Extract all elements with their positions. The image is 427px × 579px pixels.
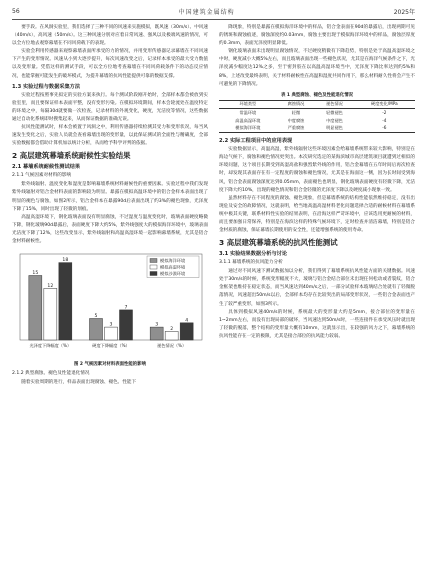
- figure-caption: 图 2 气候因素对材料表面性能的影响: [74, 362, 146, 368]
- table-cell: 常温环境: [239, 109, 257, 115]
- paragraph: 实验过程按照事先拟定的实验方案来执行。每个测试阶段刚开始时，全部样本都会被放到实验室里，而且要保证样本表面平整，没有变形污染。在模拟环境期间，样本会轮流处在温度特定的环境之中，每隔30d就要做一次检查，记录材料的外观变化，硬度，光洁度等情况，这些数据通过自动化系统即时搜集起来，从而保证数据的准确无误。: [12, 92, 208, 122]
- section-heading-2-1: 2.1 幕墙系统耐候性测试结果: [12, 164, 81, 171]
- bar: [165, 331, 178, 340]
- table-caption: 表 1 典型腐蚀、褪色及性能退化情况: [281, 92, 353, 98]
- table-cell: -2: [382, 109, 387, 115]
- section-heading-2-2: 2.2 实际工程项目中的应用表现: [219, 138, 293, 145]
- paragraph: 实验会利用传感器来观察幕墙表面所承受的力的情况，并用变形传感器记录幕墙在不同风速下产生的变形情况。风速从小到大逐步提升，每次风速改变之后，记录样本承受的最大受力数值以及变形量。凭借这样的测试手段，可以全方位地考查幕墙在不同风荷载条件下的动态反应情况，也能掌握可能发生的破坏模式，为提升幕墙的抗风性能提供可靠的数据支撑。: [12, 49, 208, 79]
- bar: [44, 288, 57, 340]
- section-heading-3-1-1: 3.1.1 幕墙系统的抗风能力分析: [219, 260, 283, 266]
- legend-label: 模拟海洋环境: [160, 258, 186, 264]
- journal-title: 中国建筑金属结构: [178, 8, 235, 16]
- bar-data-label: 3: [109, 322, 113, 328]
- paragraph: 降现象，特别是暴露在模拟海洋环境中的样品，铝合金表面在90d的暴露后，出现两期可见的锈斑和腐蚀痕迹，腐蚀深度约0.03mm，腐蚀主要出现于模拟海洋环境中的样品，腐蚀层厚度约0.3mm，表面光泽度明显降低。: [219, 25, 415, 47]
- table-header: 环境类型: [219, 100, 277, 109]
- section-heading-2-1-2: 2.1.2 典型腐蚀、褪色及性能退化情况: [12, 371, 90, 377]
- bar-data-label: 2: [170, 326, 174, 332]
- legend-swatch: [150, 265, 157, 269]
- table-cell: 模拟海洋环境: [219, 125, 277, 133]
- figure-2: [12, 250, 208, 368]
- table-cell: 中度褪色: [326, 117, 343, 123]
- paragraph: 抗风性能测试时，样本会被置于风洞之中，利用传感器持续检测其受力和变形状况，每当风速发生变化之后，实验人员就会查看幕墙出现的变形量，以此保证测试的全面性与精确度，全部实验数据都会借助计算机加以统计分析，从而给予科学评判的依据。: [12, 125, 208, 147]
- issue-year: 2025年: [393, 8, 415, 16]
- table-cell: 高温高湿环境: [235, 117, 261, 123]
- bar-chart: [12, 250, 208, 356]
- section-heading-3: 3 高层建筑幕墙系统的抗风性能测试: [219, 238, 338, 248]
- legend-swatch: [150, 272, 157, 276]
- bar: [105, 327, 118, 340]
- bar: [150, 327, 163, 340]
- legend-swatch: [150, 259, 157, 263]
- paragraph: 高温高湿环境下，钢化玻璃表面没有明显腐蚀，不过湿度与温度变化时，玻璃表面硬度略微下降，钢化玻璃90d暴露后，表面硬度下降大约5%，紫外线强度大的模拟海洋环境中，玻璃表面光洁度下降了12%，这些改变显示，紫外线辐射和高温高湿环境一起影响幕墙系统，尤其是铝合金材料耐候性。: [12, 214, 208, 244]
- right-column: [219, 24, 415, 341]
- x-tick-label: 硬度下降幅度（%）: [92, 343, 130, 349]
- bar: [120, 310, 133, 340]
- section-heading-1-3: 1.3 实验过程与数据采集方法: [12, 83, 81, 90]
- table-header: 腐蚀情况: [277, 100, 315, 109]
- section-heading-2-1-1: 2.1.1 气候因素对材料的影响: [12, 173, 72, 179]
- page-number: 56: [12, 7, 20, 15]
- bar-data-label: 5: [94, 314, 98, 320]
- bar: [90, 319, 103, 341]
- bar: [59, 263, 72, 340]
- table-cell: 严重腐蚀: [277, 125, 315, 133]
- paragraph: 实验数据显示，高温高湿，紫外线辐射这些环境因素会给幕墙系统带来较大影响，特别是在海边气候下，腐蚀和褪色情况更突出。本次研究选定的某海滨城市高层建筑项目就遭到过相似的环境问题，这个项目长期受到高湿高盐和强烈紫外线的作用，铝合金幕墙在五年时间后再次检查时，却发现其表面存在有一定程度的腐蚀和褪色情况，尤其是在海面这一侧，因为长时间受到海风，铝合金表面腐蚀深度达到0.05mm，表面褪色也明显，钢化玻璃表面硬度有轻微下降，光洁度下降大约10%，出现的褪色情况和铝合金轻微的光泽度下降以及硬度减小现象一致。: [219, 147, 415, 193]
- bar-data-label: 4: [185, 318, 189, 324]
- page-header: [12, 4, 415, 18]
- corrosion-table: [219, 100, 415, 133]
- x-tick-label: 褪色情况（%）: [157, 343, 187, 349]
- legend-label: 模拟高湿环境: [160, 264, 186, 270]
- bar-data-label: 12: [47, 283, 54, 289]
- x-tick-label: 光泽度下降幅度（%）: [29, 343, 72, 349]
- paragraph: 钢化玻璃表面未出现明显腐蚀情况，不过硬度稍微有下降趋势，特别是处于高温高湿环境之中时，硬度减小大概5%左右，而且玻璃表面出现一些褪色状况，尤其是在海洋气候条件之下，光泽度减少幅度达12%之多，至于密封胶在以高温高湿环境当中，光泽度下降比率达到约5%和8%，上述改变最终表明，关于材料耐候性在高温和湿度共同作用下，那么材料耐久性将会产生不可避免的下降情况。: [219, 49, 415, 87]
- header-rule: [12, 19, 415, 20]
- left-column: [12, 24, 208, 387]
- table-cell: -6: [354, 125, 415, 133]
- section-heading-2: 2 高层建筑幕墙系统耐候性实验结果: [12, 151, 131, 161]
- bar: [29, 276, 42, 341]
- bar-data-label: 15: [32, 271, 39, 277]
- table-header: 褪色情况: [315, 100, 353, 109]
- paragraph: 通过对不同风速下测试数据加以分析，我们得到了幕墙系统抗风性能方面的关键数据。风速处于30m/s的时候，系统变形幅度不大，玻璃与铝合金结合部位未出现任何松动或者裂纹，铝合金框架也维持在稳定状态，而当风速达到40m/s之后，一部分试验样本玻璃结合处就有了轻微脱落情况，风速超出50m/s以后，全部样本均存在比较突出的局部变形状况，一些铝合金表面也产生了较严重变形，如图3所示。: [219, 269, 415, 307]
- paragraph: 随着实验周期的进行，样品表面出现腐蚀、褪色、性能下: [21, 380, 137, 386]
- table-row: [219, 125, 415, 133]
- table-cell: 轻微: [291, 109, 301, 115]
- table-cell: 中度腐蚀: [287, 117, 305, 123]
- bar-data-label: 7: [124, 305, 128, 311]
- bar-data-label: 18: [62, 258, 69, 264]
- section-heading-3-1: 3.1 实验结果数据分析与讨论: [219, 251, 288, 258]
- table-cell: 轻微褪色: [326, 109, 343, 115]
- table-row: [219, 117, 415, 125]
- legend-label: 模拟沙漠环境: [160, 271, 186, 277]
- paragraph: 要手段。在风洞实验里，我们选择了三种不同的风速来实施模拟，既风速（30m/s）、中风速（40m/s），高风速（50m/s）。这三种风速分别对应着日常风速、强风以及极端风速的情况，可以全方位地去观察幕墙在不同风荷载下的表现。: [12, 25, 208, 47]
- bar-data-label: 3: [155, 322, 159, 328]
- table-cell: 明显褪色: [315, 125, 353, 133]
- paragraph: 紫外线辐射、温度变化和湿度是影响幕墙系统材料耐候性的重要因素。实验过程中我们发现紫外线辐射对铝合金材料表面的影响较为明显。暴露在模拟高温环境中的铝合金样本表面出现了明显的褪色与腐蚀，如图2所示，铝合金样本在暴露90d后表面出现了约3%的褪色现象，光泽度下降了15%，同时出现了轻微的划痕。: [12, 182, 208, 212]
- table-cell: -4: [382, 117, 387, 123]
- paragraph: 具体到模拟风速40m/s的时候，系统最大的变形量大约是5mm，接合部位的变形量在1~2mm左右，而没有出现局部的破坏，当风速达到50m/s时，一些连接件在承受风压时就出现了轻微的脱落，整个结构的变形量大概有10mm，这就显示出，在较强的风力之下，幕墙系统的抗风性能存在一定的极限，尤其是接合部位的抗风能力较弱。: [219, 309, 415, 339]
- table-header: 硬度变化/MPa: [354, 100, 415, 109]
- bar: [180, 323, 193, 340]
- paragraph: 虽然材料存在不同程度的腐蚀、褪色现象，但是幕墙系统的结构性能依然维持稳定，没有出现危及安全的故障情况，这就表明，给当地高温高湿材料老化问题选择合适的耐候材料在幕墙系统中极其关键，联系材料性实验的结果表明，在沿海这样严苛环境中，应该选用更耐候的材料，而且要加强日常保养，特别是在海滨这样的特殊气候环境下，定时检查并清洁幕墙，特别是铝合金材质的腐蚀，保证幕墙长期使用的安全性，还能增强系统的使用寿命。: [219, 195, 415, 234]
- table-row: [219, 109, 415, 117]
